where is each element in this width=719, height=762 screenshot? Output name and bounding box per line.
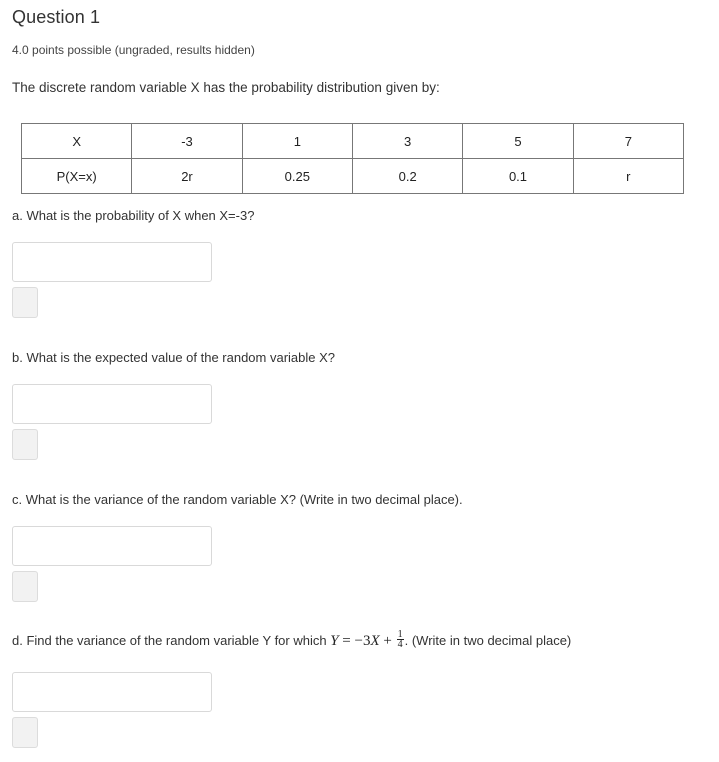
x-value-cell: 7 — [573, 124, 683, 159]
part-d-text: d. Find the variance of the random variable Y for which — [12, 632, 331, 648]
part-c-question: c. What is the variance of the random variable X? (Write in two decimal place). — [12, 492, 463, 507]
p-value-cell: 0.2 — [352, 159, 462, 194]
p-value-cell: 0.1 — [463, 159, 573, 194]
math-fraction — [397, 630, 404, 649]
x-value-cell: 1 — [242, 124, 352, 159]
part-c-submit-button[interactable] — [12, 571, 38, 602]
math-mid: = −3 — [338, 632, 371, 649]
math-y: Y — [330, 632, 339, 649]
x-label-cell: X — [22, 124, 132, 159]
probability-distribution-table — [21, 123, 684, 194]
part-a-submit-button[interactable] — [12, 287, 38, 318]
math-x: X — [370, 632, 380, 649]
part-d-answer-input[interactable] — [12, 672, 212, 712]
x-value-cell: 3 — [352, 124, 462, 159]
x-value-cell: -3 — [132, 124, 242, 159]
part-d-equation — [330, 629, 404, 650]
part-a-question: a. What is the probability of X when X=-3? — [12, 208, 255, 223]
part-a-answer-input[interactable] — [12, 242, 212, 282]
p-value-cell: 2r — [132, 159, 242, 194]
points-info: 4.0 points possible (ungraded, results hidden) — [12, 43, 255, 57]
math-plus: + — [379, 632, 396, 649]
x-row — [22, 124, 684, 159]
p-label-cell: P(X=x) — [22, 159, 132, 194]
part-b-answer-input[interactable] — [12, 384, 212, 424]
part-d-suffix: . (Write in two decimal place) — [404, 632, 572, 648]
fraction-denominator: 4 — [397, 639, 403, 650]
part-d-submit-button[interactable] — [12, 717, 38, 748]
p-row — [22, 159, 684, 194]
p-value-cell: 0.25 — [242, 159, 352, 194]
fraction-numerator: 1 — [397, 629, 403, 640]
part-b-question: b. What is the expected value of the random variable X? — [12, 350, 336, 365]
x-value-cell: 5 — [463, 124, 573, 159]
part-c-answer-input[interactable] — [12, 526, 212, 566]
p-value-cell: r — [573, 159, 683, 194]
part-d-question — [12, 629, 572, 651]
part-b-submit-button[interactable] — [12, 429, 38, 460]
question-prompt: The discrete random variable X has the probability distribution given by: — [12, 80, 440, 95]
question-title: Question 1 — [12, 7, 101, 27]
